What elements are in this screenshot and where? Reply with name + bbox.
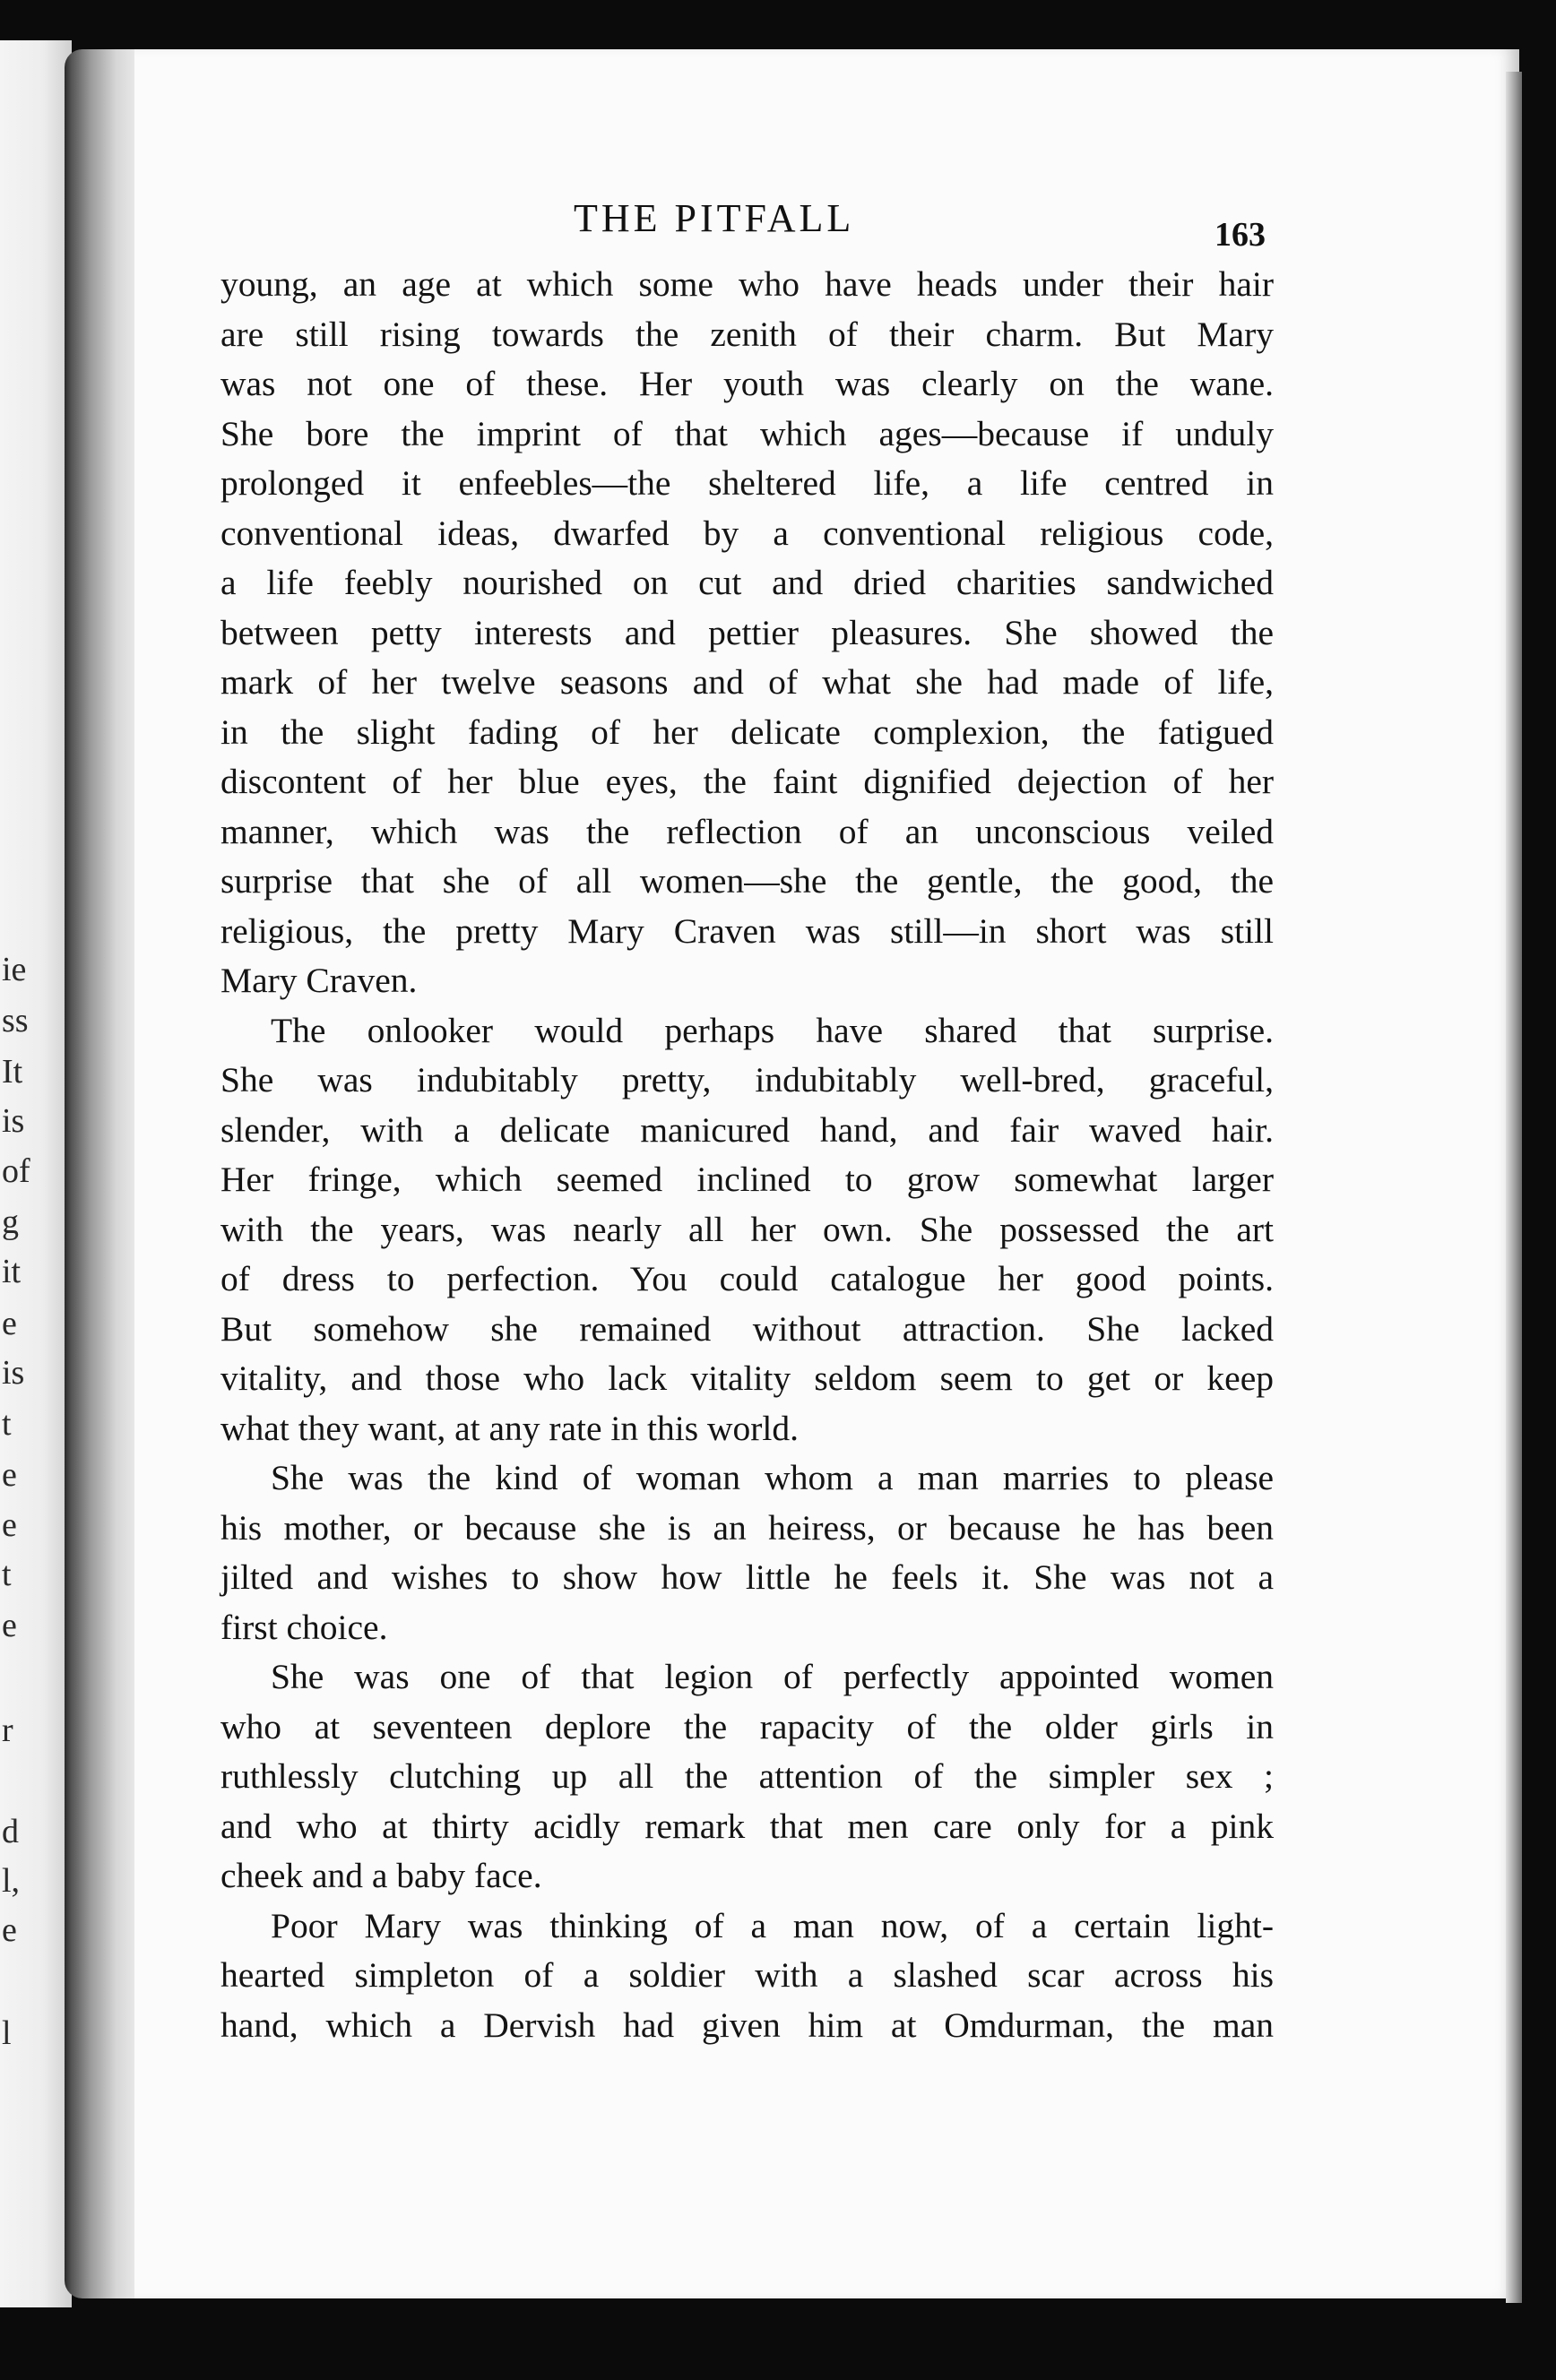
left-page-fragment: ie — [2, 951, 27, 988]
page-number: 163 — [1215, 216, 1266, 254]
left-page-fragment: t — [2, 1405, 12, 1443]
text-line: hand, which a Dervish had given him at Omdurman, the man — [220, 2005, 1274, 2045]
text-line: surprise that she of all women—she the gentle, the good, the — [220, 861, 1274, 901]
left-page-fragment: it — [2, 1253, 22, 1290]
text-line: are still rising towards the zenith of their charm. But Mary — [220, 314, 1274, 354]
text-line: discontent of her blue eyes, the faint dignified dejection of her — [220, 762, 1274, 801]
paragraph — [220, 1453, 1274, 1652]
text-line: She was the kind of woman whom a man marries to please — [271, 1458, 1274, 1497]
left-page-fragment: r — [2, 1712, 13, 1749]
left-page-fragment: g — [2, 1203, 19, 1241]
left-page-fragment: of — [2, 1152, 30, 1190]
text-line: with the years, was nearly all her own. She possessed the art — [220, 1209, 1274, 1249]
text-line: a life feebly nourished on cut and dried charities sandwiched — [220, 563, 1274, 602]
body-text — [220, 260, 1274, 2050]
text-line: religious, the pretty Mary Craven was still—in short was still — [220, 910, 1274, 951]
left-page-fragment: d — [2, 1813, 19, 1850]
left-page-fragment: l — [2, 2014, 12, 2052]
text-line: The onlooker would perhaps have shared that surprise. — [271, 1010, 1274, 1050]
text-line: young, an age at which some who have heads under their hair — [220, 264, 1274, 304]
text-line: Poor Mary was thinking of a man now, of a certain light- — [271, 1905, 1274, 1945]
paragraph — [220, 1652, 1274, 1901]
text-line: vitality, and those who lack vitality seldom seem to get or keep — [220, 1358, 1274, 1398]
text-line: She was one of that legion of perfectly appointed women — [271, 1657, 1274, 1696]
text-line: of dress to perfection. You could catalogue her good points. — [220, 1259, 1274, 1298]
text-line: She was indubitably pretty, indubitably well-bred, graceful, — [220, 1060, 1274, 1099]
text-line: ruthlessly clutching up all the attention of the simpler sex ; — [220, 1756, 1274, 1796]
text-line: who at seventeen deplore the rapacity of the older girls in — [220, 1706, 1274, 1746]
text-line: in the slight fading of her delicate complexion, the fatigued — [220, 711, 1274, 752]
text-line: She bore the imprint of that which ages—because if unduly — [220, 413, 1274, 453]
left-page-fragment: ss — [2, 1002, 29, 1039]
text-line: manner, which was the reflection of an unconscious veiled — [220, 811, 1274, 851]
text-line: Her fringe, which seemed inclined to grow somewhat larger — [220, 1160, 1274, 1199]
text-line: prolonged it enfeebles—the sheltered life, a life centred in — [220, 463, 1274, 503]
left-page-fragment: e — [2, 1456, 17, 1494]
text-line: what they want, at any rate in this world. — [220, 1408, 799, 1448]
text-line: and who at thirty acidly remark that men care only for a pink — [220, 1806, 1274, 1846]
previous-page-edge — [0, 40, 72, 2307]
text-line: mark of her twelve seasons and of what she had made of life, — [220, 662, 1274, 702]
text-line: conventional ideas, dwarfed by a conventional religious code, — [220, 513, 1274, 553]
text-line: jilted and wishes to show how little he feels it. She was not a — [220, 1557, 1274, 1597]
left-page-fragment: e — [2, 1911, 17, 1949]
paragraph — [220, 260, 1274, 1006]
left-page-fragment: is — [2, 1102, 25, 1140]
left-page-fragment: t — [2, 1556, 12, 1593]
left-page-fragment: It — [2, 1053, 23, 1091]
text-line: But somehow she remained without attraction. She lacked — [220, 1308, 1274, 1349]
left-page-fragment: e — [2, 1506, 17, 1544]
text-line: cheek and a baby face. — [220, 1856, 542, 1895]
left-page-fragment: e — [2, 1607, 17, 1644]
text-line: first choice. — [220, 1607, 388, 1647]
running-header-title: THE PITFALL — [574, 196, 855, 240]
text-line: hearted simpleton of a soldier with a slashed scar across his — [220, 1955, 1274, 1995]
text-line: his mother, or because she is an heiress, or because he has been — [220, 1507, 1274, 1548]
left-page-fragment: e — [2, 1305, 17, 1342]
text-line: Mary Craven. — [220, 961, 418, 1000]
paragraph — [220, 1901, 1274, 2051]
left-page-fragment: is — [2, 1354, 25, 1392]
text-line: was not one of these. Her youth was clearly on the wane. — [220, 364, 1274, 403]
left-page-fragment: l, — [2, 1862, 21, 1900]
text-line: between petty interests and pettier pleasures. She showed the — [220, 612, 1274, 652]
paragraph — [220, 1006, 1274, 1454]
page-stack-edge — [1506, 72, 1522, 2303]
text-line: slender, with a delicate manicured hand, and fair waved hair. — [220, 1109, 1274, 1150]
